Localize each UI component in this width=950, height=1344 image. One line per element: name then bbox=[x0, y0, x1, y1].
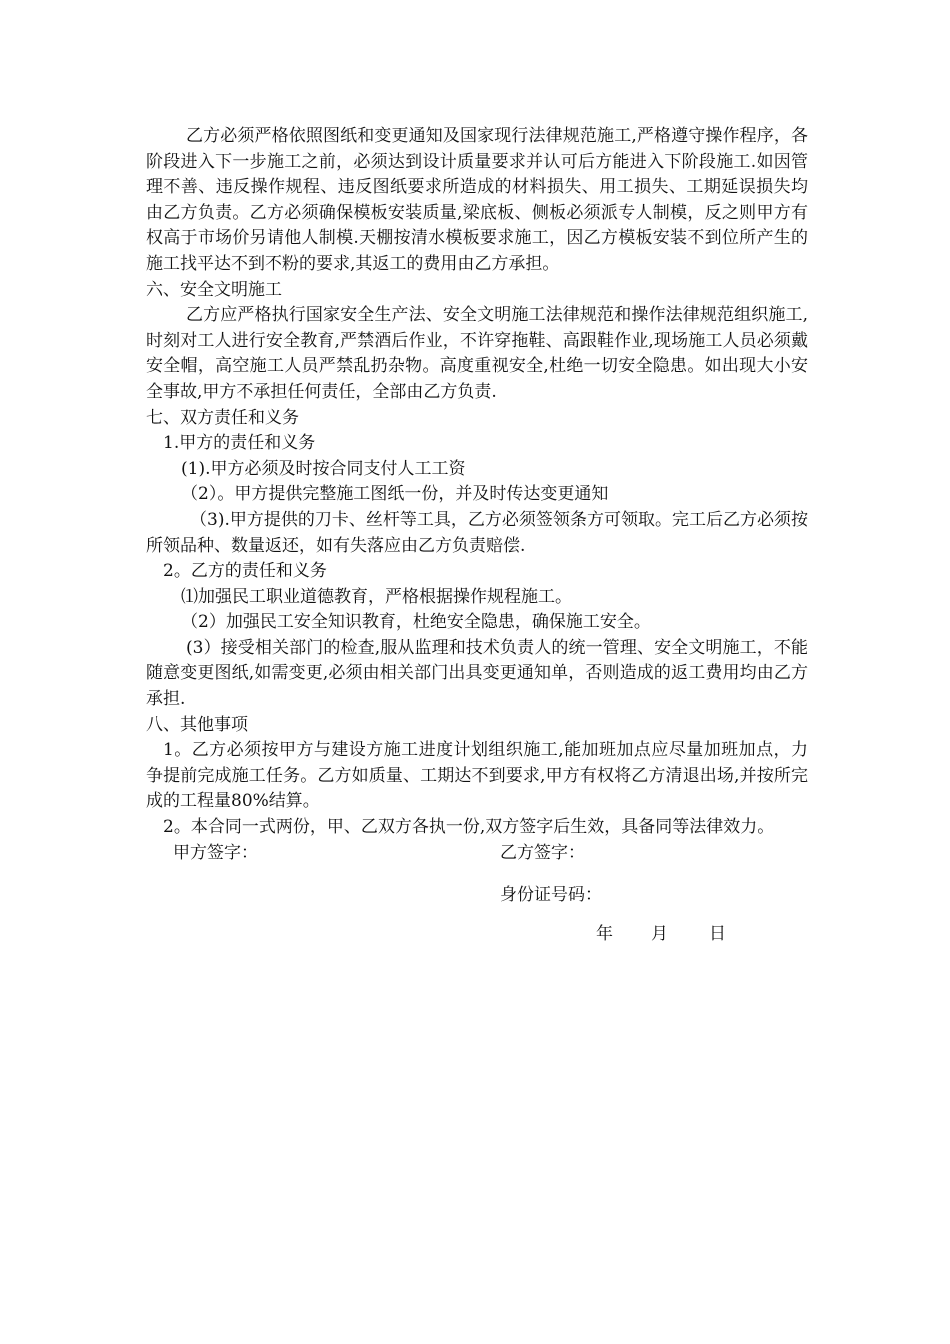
partyA-duty-item: （2）。甲方提供完整施工图纸一份，并及时传达变更通知 bbox=[181, 484, 609, 505]
section6-heading: 六、安全文明施工 bbox=[146, 279, 282, 300]
other-matters-item: 1。乙方必须按甲方与建设方施工进度计划组织施工,能加班加点应尽量加班加点，力争提前完成施工任务。乙方如质量、工期达不到要求,甲方有权将乙方清退出场,并按所完成的工程量80%结算。 bbox=[146, 740, 808, 812]
partyA-duties-title: 1.甲方的责任和义务 bbox=[163, 433, 316, 454]
id-number-row bbox=[146, 883, 808, 909]
signature-row bbox=[146, 841, 808, 867]
contract-body bbox=[146, 124, 808, 947]
date-row bbox=[146, 922, 808, 948]
section6-paragraph: 乙方应严格执行国家安全生产法、安全文明施工法律规范和操作法律规范组织施工,时刻对工人进行安全教育,严禁酒后作业，不许穿拖鞋、高跟鞋作业,现场施工人员必须戴安全帽，高空施工人员严禁乱扔杂物。高度重视安全,杜绝一切安全隐患。如出现大小安全事故,甲方不承担任何责任，全部由乙方负责. bbox=[146, 305, 808, 402]
partyB-duty-item: ⑴加强民工职业道德教育，严格根据操作规程施工。 bbox=[181, 586, 572, 607]
partyA-signature-label: 甲方签字： bbox=[173, 842, 258, 863]
partyA-duty-item: （3).甲方提供的刀卡、丝杆等工具，乙方必须签领条方可领取。完工后乙方必须按所领品种、数量返还，如有失落应由乙方负责赔偿. bbox=[146, 509, 808, 556]
date-day-label: 日 bbox=[709, 923, 726, 944]
section7-heading: 七、双方责任和义务 bbox=[146, 407, 299, 428]
partyB-duty-item: (3）接受相关部门的检查,服从监理和技术负责人的统一管理、安全文明施工，不能随意变更图纸,如需变更,必须由相关部门出具变更通知单，否则造成的返工费用均由乙方承担. bbox=[146, 637, 808, 710]
section5-paragraph: 乙方必须严格依照图纸和变更通知及国家现行法律规范施工,严格遵守操作程序，各阶段进入下一步施工之前，必须达到设计质量要求并认可后方能进入下阶段施工.如因管理不善、违反操作规程、违反图纸要求所造成的材料损失、用工损失、工期延误损失均由乙方负责。乙方必须确保模板安装质量,梁底板、侧板必须派专人制模，反之则甲方有权高于市场价另请他人制模.天棚按清水模板要求施工，因乙方模板安装不到位所产生的施工找平达不到不粉的要求,其返工的费用由乙方承担。 bbox=[146, 126, 808, 274]
id-number-label: 身份证号码： bbox=[500, 885, 602, 906]
date-month-label: 月 bbox=[651, 923, 668, 944]
partyA-duty-item: (1).甲方必须及时按合同支付人工工资 bbox=[181, 458, 466, 479]
partyB-duties-title: 2。乙方的责任和义务 bbox=[163, 561, 327, 582]
section8-heading: 八、其他事项 bbox=[146, 714, 248, 735]
partyB-duty-item: （2）加强民工安全知识教育，杜绝安全隐患，确保施工安全。 bbox=[181, 612, 651, 633]
partyB-signature-label: 乙方签字： bbox=[500, 842, 585, 863]
other-matters-item: 2。本合同一式两份，甲、乙双方各执一份,双方签字后生效，具备同等法律效力。 bbox=[163, 817, 775, 838]
date-year-label: 年 bbox=[596, 923, 613, 944]
